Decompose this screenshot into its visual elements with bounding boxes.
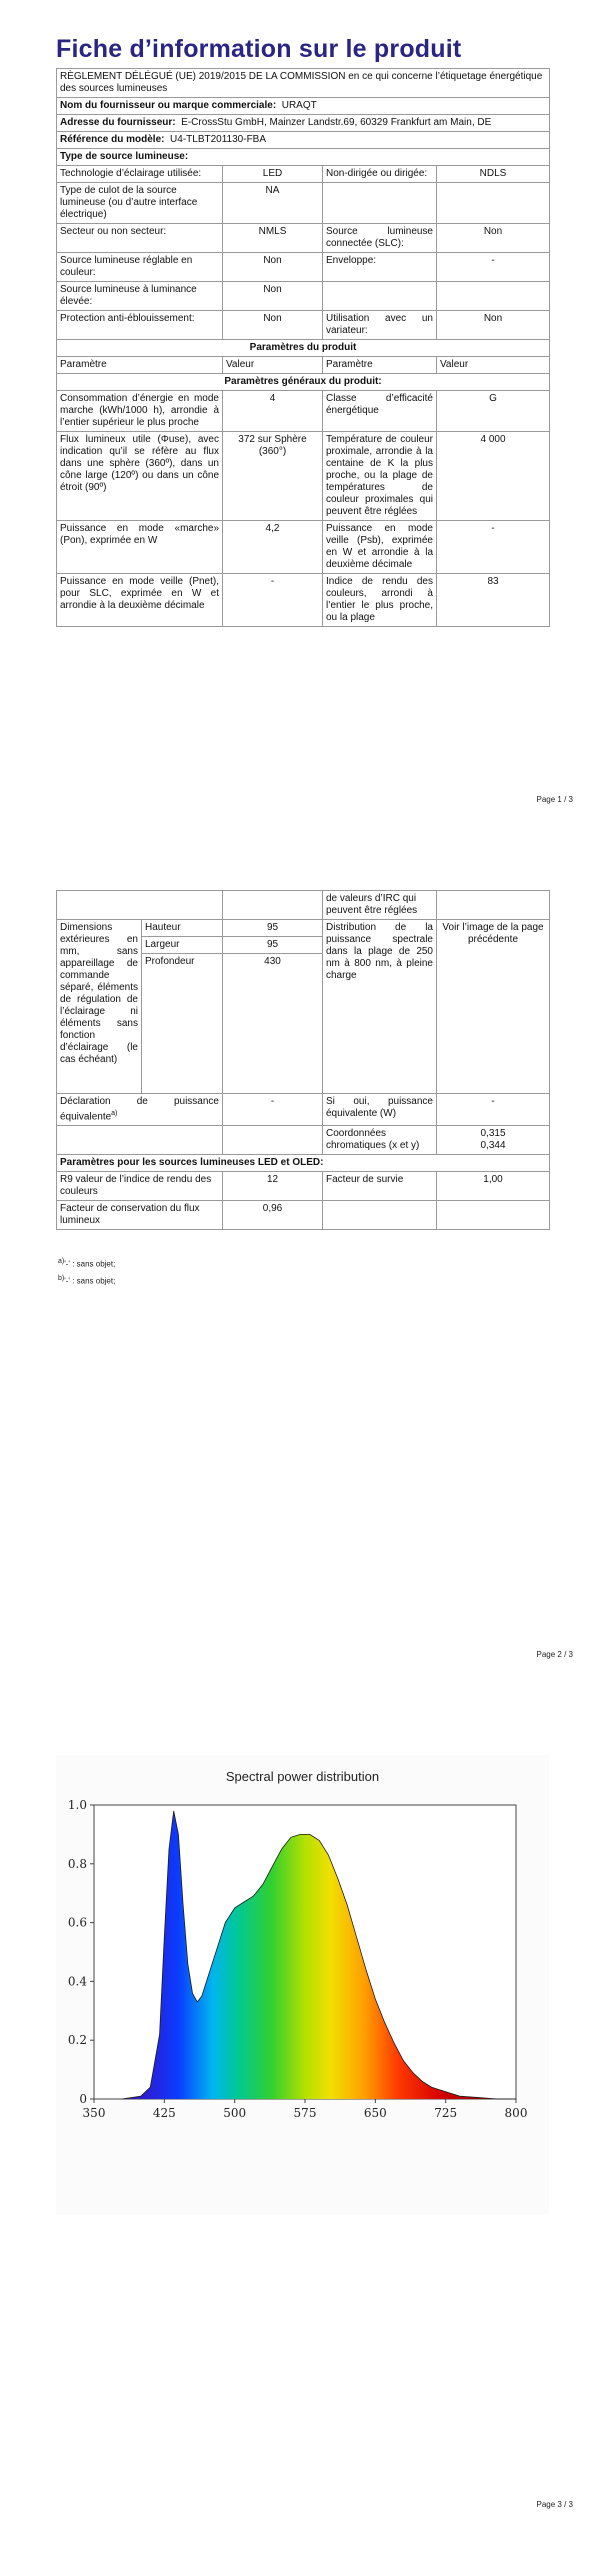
table-row: Type de culot de la source lumineuse (ou d’autre interface électrique) NA xyxy=(57,183,550,224)
dimensions-row: Dimensions extérieures en mm, sans appareillage de commande séparé, éléments de régulation de l’éclairage ni éléments sans fonction d’éclairage (le cas échéant) Hauteur 95 Distribution de la puissance spectrale dans la plage de 250 nm à 800 nm, à pleine charge Voir l’image de la page précédente xyxy=(57,920,550,937)
params-section-title: Paramètres du produit xyxy=(57,340,550,357)
address-row: Adresse du fournisseur: E-CrossStu GmbH, Mainzer Landstr.69, 60329 Frankfurt am Main, DE xyxy=(57,115,550,132)
page-number: Page 1 / 3 xyxy=(536,795,573,804)
table-row: Flux lumineux utile (Φuse), avec indication qu’il se réfère au flux dans une sphère (360º), dans un cône large (120º) ou dans un cône étroit (90º) 372 sur Sphère (360°) Température de couleur proximale, arrondie à la centaine de K la plus proche, ou la plage de températures de couleur proximales qui peuvent être réglées 4 000 xyxy=(57,432,550,521)
x-tick-label: 725 xyxy=(434,2106,458,2120)
footnote-b: b)'-' : sans objet; xyxy=(58,1275,116,1286)
table-row: Source lumineuse réglable en couleur: Non Enveloppe: - xyxy=(57,253,550,282)
table-row: de valeurs d’IRC qui peuvent être réglées xyxy=(57,891,550,920)
table-row: Source lumineuse à luminance élevée: Non xyxy=(57,282,550,311)
spd-value: Voir l’image de la page précédente xyxy=(437,920,550,1094)
page-number: Page 3 / 3 xyxy=(536,2500,573,2509)
y-tick-label: 0.4 xyxy=(67,1974,87,1989)
y-tick-label: 0.6 xyxy=(67,1915,87,1930)
table-row: Puissance en mode veille (Pnet), pour SLC, exprimée en W et arrondie à la deuxième décimale - Indice de rendu des couleurs, arrondi à l’entier le plus proche, ou la plage 83 xyxy=(57,574,550,627)
table-row: R9 valeur de l’indice de rendu des couleurs 12 Facteur de survie 1,00 xyxy=(57,1172,550,1201)
x-tick-label: 800 xyxy=(504,2106,528,2120)
table-row: Puissance en mode «marche» (Pon), exprimée en W 4,2 Puissance en mode veille (Psb), exprimée en W et arrondie à la deuxième décimale - xyxy=(57,521,550,574)
table-row: Déclaration de puissance équivalente$^{a)}$ - Si oui, puissance équivalente (W) - xyxy=(57,1094,550,1126)
y-tick-label: 0.8 xyxy=(67,1856,87,1871)
type-header: Type de source lumineuse: xyxy=(57,149,550,166)
spd-label: Distribution de la puissance spectrale dans la plage de 250 nm à 800 nm, à pleine charge xyxy=(323,920,437,1094)
product-info-table xyxy=(56,68,550,627)
table-row: Technologie d’éclairage utilisée: LED Non-dirigée ou dirigée: NDLS xyxy=(57,166,550,183)
x-tick-label: 575 xyxy=(293,2106,317,2120)
table-row: Coordonnées chromatiques (x et y) 0,315 0,344 xyxy=(57,1126,550,1155)
table-row: Profondeur 430 xyxy=(57,954,550,1094)
dimensions-label: Dimensions extérieures en mm, sans appareillage de commande séparé, éléments de régulation de l’éclairage ni éléments sans fonction d’éclairage (le cas échéant) xyxy=(57,920,142,1094)
model-row: Référence du modèle: U4-TLBT201130-FBA xyxy=(57,132,550,149)
regulation-text: RÈGLEMENT DÉLÉGUÉ (UE) 2019/2015 DE LA COMMISSION en ce qui concerne l’étiquetage énergétique des sources lumineuses xyxy=(57,69,550,98)
chart-title: Spectral power distribution xyxy=(225,1769,380,1784)
general-params-title: Paramètres généraux du produit: xyxy=(57,374,550,391)
product-info-table-continued xyxy=(56,890,550,1230)
table-row: Protection anti-éblouissement: Non Utilisation avec un variateur: Non xyxy=(57,311,550,340)
footnote-a: a)'-' : sans objet; xyxy=(58,1258,116,1269)
spectral-chart-svg xyxy=(56,1755,549,2215)
page-1 xyxy=(0,0,603,840)
document-title: Fiche d’information sur le produit xyxy=(56,35,462,63)
y-tick-label: 0 xyxy=(79,2092,87,2106)
led-params-title: Paramètres pour les sources lumineuses LED et OLED: xyxy=(57,1155,550,1172)
table-row: Largeur 95 xyxy=(57,937,550,954)
supplier-row: Nom du fournisseur ou marque commerciale: URAQT xyxy=(57,98,550,115)
y-tick-label: 0.2 xyxy=(67,2033,87,2048)
params-header-row: Paramètre Valeur Paramètre Valeur xyxy=(57,357,550,374)
spectral-chart xyxy=(56,1755,549,2215)
x-tick-label: 350 xyxy=(82,2106,106,2120)
table-row: Secteur ou non secteur: NMLS Source lumineuse connectée (SLC): Non xyxy=(57,224,550,253)
page-number: Page 2 / 3 xyxy=(536,1650,573,1659)
x-tick-label: 500 xyxy=(223,2106,247,2120)
x-tick-label: 425 xyxy=(152,2106,176,2120)
page-2 xyxy=(0,870,603,1690)
x-tick-label: 650 xyxy=(363,2106,387,2120)
table-row: Facteur de conservation du flux lumineux 0,96 xyxy=(57,1201,550,1230)
table-row: Consommation d’énergie en mode marche (kWh/1000 h), arrondie à l’entier supérieur le plus proche 4 Classe d’efficacité énergétique G xyxy=(57,391,550,432)
y-tick-label: 1.0 xyxy=(67,1798,87,1812)
